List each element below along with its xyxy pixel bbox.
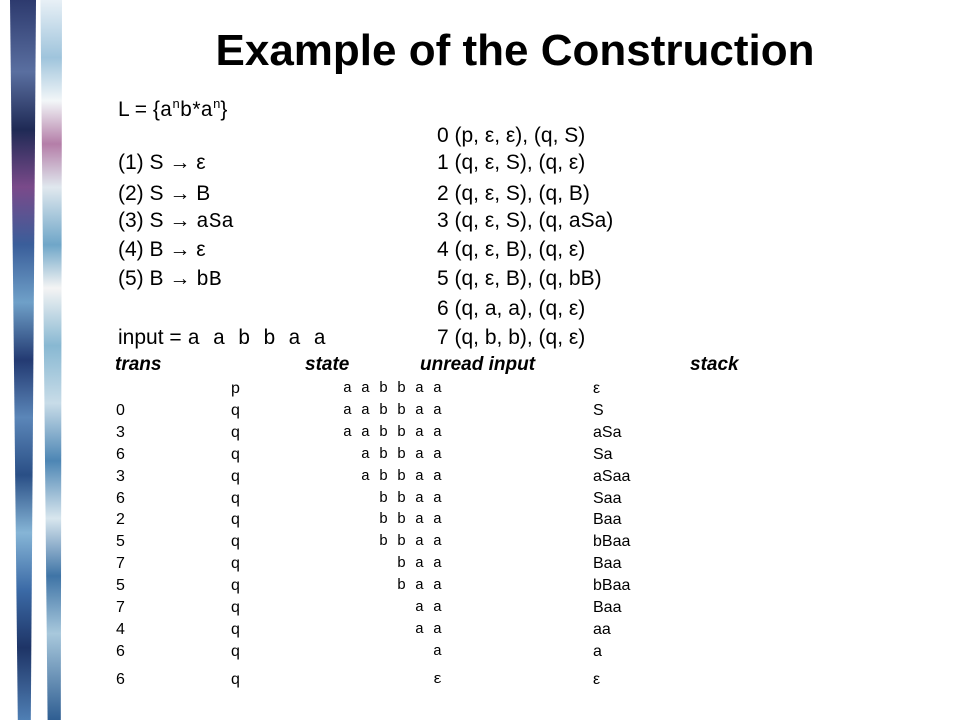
pda-transition: 1 (q, ε, S), (q, ε) bbox=[437, 151, 586, 174]
pda-transition: 5 (q, ε, B), (q, bB) bbox=[437, 267, 602, 290]
row-stack: bBaa bbox=[593, 577, 631, 595]
row-trans: 5 bbox=[116, 577, 125, 595]
row-stack: Sa bbox=[593, 445, 613, 463]
row-state: q bbox=[231, 445, 240, 463]
rule-number: (4) bbox=[118, 238, 144, 261]
row-unread-input: b b a a bbox=[343, 533, 443, 551]
rule-rhs: bB bbox=[196, 269, 222, 292]
pda-transition: 6 (q, a, a), (q, ε) bbox=[437, 297, 586, 320]
row-trans: 4 bbox=[116, 620, 125, 638]
input-value: a a b b a a bbox=[187, 328, 327, 351]
row-trans: 5 bbox=[116, 533, 125, 551]
header-stack: stack bbox=[690, 354, 739, 375]
pda-transition: 2 (q, ε, S), (q, B) bbox=[437, 182, 590, 205]
row-stack: S bbox=[593, 401, 604, 419]
row-stack: Baa bbox=[593, 555, 622, 573]
row-state: q bbox=[231, 599, 240, 616]
rule-rhs: ε bbox=[196, 238, 206, 261]
rule-rhs: ε bbox=[196, 151, 206, 174]
arrow-icon: → bbox=[169, 182, 191, 205]
rule-lhs: B bbox=[149, 238, 164, 261]
row-unread-input: a a bbox=[343, 599, 443, 616]
row-stack: aSaa bbox=[593, 467, 631, 485]
row-unread-input: a a b b a a bbox=[343, 380, 443, 397]
row-state: q bbox=[231, 642, 240, 660]
rule-rhs: B bbox=[196, 182, 211, 205]
decorative-strip-left bbox=[10, 0, 36, 720]
row-state: q bbox=[231, 577, 240, 595]
row-stack: ε bbox=[593, 380, 601, 397]
row-unread-input: b b a a bbox=[343, 511, 443, 529]
row-trans: 6 bbox=[116, 489, 125, 507]
grammar-rule bbox=[118, 209, 234, 234]
row-unread-input: a b b a a bbox=[343, 445, 443, 463]
row-stack: aSa bbox=[593, 423, 622, 441]
language-n2: n bbox=[213, 96, 221, 111]
rule-lhs: S bbox=[149, 151, 164, 174]
rule-lhs: S bbox=[149, 209, 164, 232]
row-unread-input: b a a bbox=[343, 577, 443, 595]
row-trans: 3 bbox=[116, 423, 125, 441]
input-line bbox=[118, 326, 326, 351]
decorative-strip-right bbox=[38, 0, 62, 720]
arrow-icon: → bbox=[169, 267, 191, 290]
row-unread-input: a a b b a a bbox=[343, 401, 443, 419]
row-state: q bbox=[231, 533, 240, 551]
row-state: p bbox=[231, 380, 240, 397]
language-definition bbox=[118, 96, 227, 123]
row-state: q bbox=[231, 467, 240, 485]
row-unread-input: ε bbox=[343, 670, 443, 688]
row-stack: aa bbox=[593, 620, 611, 638]
language-prefix: L = { bbox=[118, 98, 160, 121]
row-stack: ε bbox=[593, 670, 601, 688]
pda-transition: 3 (q, ε, S), (q, aSa) bbox=[437, 209, 614, 232]
header-state: state bbox=[305, 354, 350, 375]
arrow-icon: → bbox=[169, 151, 191, 174]
pda-transition: 0 (p, ε, ε), (q, S) bbox=[437, 124, 586, 147]
rule-lhs: S bbox=[149, 182, 164, 205]
row-state: q bbox=[231, 401, 240, 419]
row-trans: 6 bbox=[116, 445, 125, 463]
rule-number: (1) bbox=[118, 151, 144, 174]
arrow-icon: → bbox=[169, 209, 191, 232]
row-trans: 0 bbox=[116, 401, 125, 419]
row-state: q bbox=[231, 423, 240, 441]
row-state: q bbox=[231, 670, 240, 688]
row-trans: 7 bbox=[116, 555, 125, 573]
rule-number: (2) bbox=[118, 182, 144, 205]
row-trans: 6 bbox=[116, 642, 125, 660]
rule-number: (5) bbox=[118, 267, 144, 290]
language-star: * bbox=[192, 98, 201, 121]
row-unread-input: a b b a a bbox=[343, 467, 443, 485]
row-stack: Baa bbox=[593, 599, 622, 616]
grammar-rule bbox=[118, 182, 210, 206]
language-n1: n bbox=[172, 96, 180, 111]
language-suffix: } bbox=[220, 98, 228, 121]
row-state: q bbox=[231, 511, 240, 529]
rule-number: (3) bbox=[118, 209, 144, 232]
row-stack: Saa bbox=[593, 489, 622, 507]
row-unread-input: b a a bbox=[343, 555, 443, 573]
row-unread-input: a bbox=[343, 642, 443, 660]
rule-rhs: aSa bbox=[196, 211, 235, 234]
row-unread-input: b b a a bbox=[343, 489, 443, 507]
slide-title: Example of the Construction bbox=[215, 26, 815, 75]
grammar-rule bbox=[118, 151, 206, 175]
row-trans: 6 bbox=[116, 670, 125, 688]
header-unread-input: unread input bbox=[420, 354, 536, 375]
language-a2: a bbox=[200, 100, 214, 123]
input-label: input = bbox=[118, 326, 188, 349]
row-state: q bbox=[231, 489, 240, 507]
row-stack: bBaa bbox=[593, 533, 631, 551]
row-stack: Baa bbox=[593, 511, 622, 529]
row-trans: 7 bbox=[116, 599, 125, 616]
row-unread-input: a a b b a a bbox=[343, 423, 443, 441]
row-state: q bbox=[231, 620, 240, 638]
arrow-icon: → bbox=[169, 238, 191, 261]
row-trans: 3 bbox=[116, 467, 125, 485]
row-trans: 2 bbox=[116, 511, 125, 529]
grammar-rule bbox=[118, 267, 221, 292]
row-unread-input: a a bbox=[343, 620, 443, 638]
pda-transition: 7 (q, b, b), (q, ε) bbox=[437, 326, 586, 349]
grammar-rule bbox=[118, 238, 206, 262]
header-trans: trans bbox=[115, 354, 162, 375]
rule-lhs: B bbox=[149, 267, 164, 290]
pda-transition: 4 (q, ε, B), (q, ε) bbox=[437, 238, 586, 261]
language-a1: a bbox=[159, 100, 173, 123]
language-b: b bbox=[179, 100, 193, 123]
row-state: q bbox=[231, 555, 240, 573]
row-stack: a bbox=[593, 642, 602, 660]
